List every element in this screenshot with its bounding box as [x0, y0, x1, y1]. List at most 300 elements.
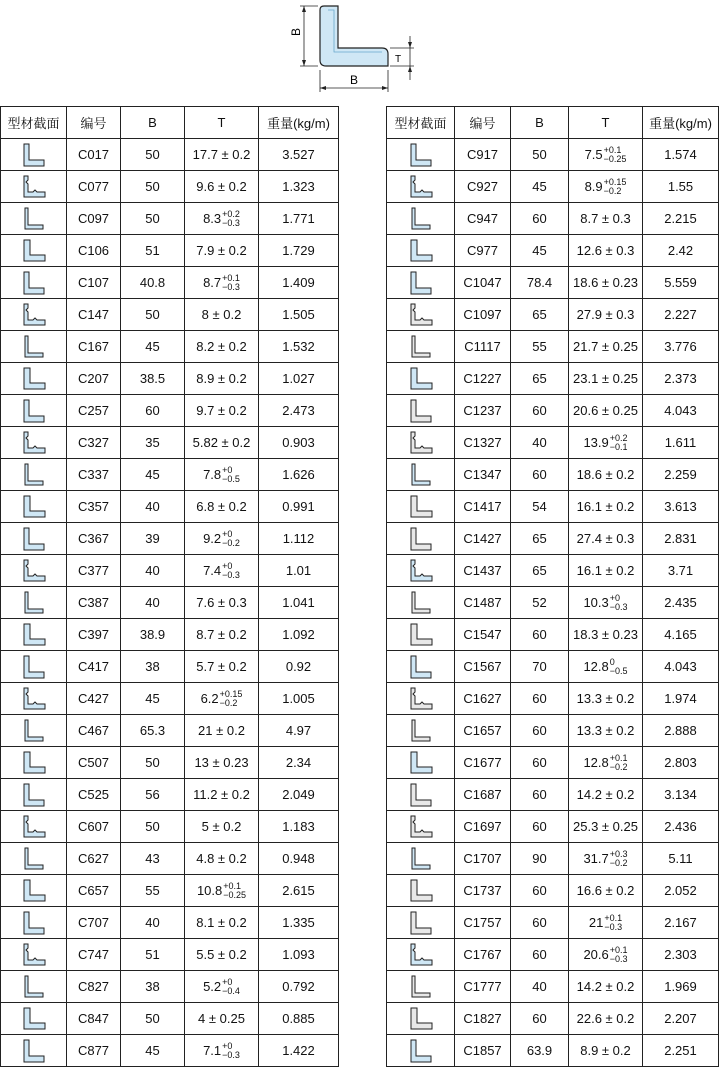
b-cell: 65 [511, 363, 569, 395]
profile-cell [387, 331, 455, 363]
profile-section-icon [19, 590, 49, 616]
weight-cell: 2.207 [643, 1003, 719, 1035]
profile-cell [387, 619, 455, 651]
tolerance [583, 850, 627, 868]
table-row [387, 459, 719, 491]
profile-section-icon [406, 270, 436, 296]
b-cell: 60 [511, 395, 569, 427]
profile-section-icon [406, 1006, 436, 1032]
weight-cell: 3.776 [643, 331, 719, 363]
t-upper: +0 [222, 1040, 233, 1051]
profile-section-icon [19, 462, 49, 488]
spec-table-right [386, 106, 719, 1067]
t-cell: 16.6 ± 0.2 [569, 875, 643, 907]
profile-cell [387, 587, 455, 619]
t-cell [569, 747, 643, 779]
t-cell: 27.9 ± 0.3 [569, 299, 643, 331]
profile-section-icon [19, 174, 49, 200]
b-cell: 60 [511, 779, 569, 811]
t-upper: +0.3 [609, 848, 628, 859]
b-cell: 50 [121, 747, 185, 779]
profile-section-icon [19, 942, 49, 968]
profile-section-icon [406, 174, 436, 200]
t-lower: −0.3 [609, 601, 628, 612]
weight-cell: 5.559 [643, 267, 719, 299]
weight-cell: 2.34 [259, 747, 339, 779]
code-cell: C657 [67, 875, 121, 907]
t-cell: 8.2 ± 0.2 [185, 331, 259, 363]
profile-cell [387, 555, 455, 587]
profile-cell [1, 299, 67, 331]
weight-cell: 0.792 [259, 971, 339, 1003]
code-cell: C467 [67, 715, 121, 747]
table-row [387, 747, 719, 779]
profile-cell [387, 1003, 455, 1035]
table-row [387, 1003, 719, 1035]
code-cell: C1097 [455, 299, 511, 331]
b-cell: 39 [121, 523, 185, 555]
profile-cell [1, 907, 67, 939]
tolerance [201, 690, 243, 708]
t-upper: +0.1 [609, 752, 628, 763]
code-cell: C167 [67, 331, 121, 363]
weight-cell: 1.323 [259, 171, 339, 203]
weight-cell: 1.409 [259, 267, 339, 299]
t-upper: +0.1 [603, 144, 622, 155]
profile-cell [1, 139, 67, 171]
b-cell: 40 [121, 587, 185, 619]
code-cell: C1687 [455, 779, 511, 811]
b-cell: 55 [121, 875, 185, 907]
t-base: 21 [588, 915, 604, 930]
tolerance [203, 210, 240, 228]
t-cell [569, 843, 643, 875]
t-cell: 21 ± 0.2 [185, 715, 259, 747]
table-row [1, 427, 339, 459]
profile-cell [387, 427, 455, 459]
weight-cell: 1.626 [259, 459, 339, 491]
weight-cell: 0.991 [259, 491, 339, 523]
tolerance [197, 882, 246, 900]
code-cell: C1327 [455, 427, 511, 459]
t-cell: 22.6 ± 0.2 [569, 1003, 643, 1035]
profile-section-icon [19, 558, 49, 584]
t-lower: −0.2 [219, 697, 238, 708]
weight-cell: 1.55 [643, 171, 719, 203]
profile-cell [1, 779, 67, 811]
table-row [1, 555, 339, 587]
profile-cell [387, 939, 455, 971]
code-cell: C627 [67, 843, 121, 875]
profile-section-icon [406, 750, 436, 776]
t-cell: 6.8 ± 0.2 [185, 491, 259, 523]
code-cell: C1707 [455, 843, 511, 875]
b-cell: 60 [511, 907, 569, 939]
table-row [1, 747, 339, 779]
t-lower: −0.2 [222, 537, 240, 548]
weight-cell: 2.831 [643, 523, 719, 555]
profile-section-icon [406, 558, 436, 584]
code-cell: C525 [67, 779, 121, 811]
t-cell: 5.5 ± 0.2 [185, 939, 259, 971]
t-lower: −0.3 [222, 569, 240, 580]
weight-cell: 2.251 [643, 1035, 719, 1067]
t-cell: 25.3 ± 0.25 [569, 811, 643, 843]
profile-cell [1, 587, 67, 619]
tolerance [585, 178, 627, 196]
profile-section-icon [19, 430, 49, 456]
b-cell: 70 [511, 651, 569, 683]
profile-section-icon [19, 366, 49, 392]
weight-cell: 2.803 [643, 747, 719, 779]
profile-section-icon [19, 206, 49, 232]
profile-section-icon [19, 334, 49, 360]
t-cell: 18.3 ± 0.23 [569, 619, 643, 651]
weight-cell: 1.574 [643, 139, 719, 171]
table-row [1, 843, 339, 875]
table-row [387, 203, 719, 235]
t-base: 7.1 [203, 1043, 222, 1058]
b-cell: 43 [121, 843, 185, 875]
table-row [387, 523, 719, 555]
t-cell: 12.6 ± 0.3 [569, 235, 643, 267]
code-cell: C1437 [455, 555, 511, 587]
b-cell: 51 [121, 939, 185, 971]
t-base: 5.2 [203, 979, 222, 994]
b-cell: 50 [121, 171, 185, 203]
b-cell: 90 [511, 843, 569, 875]
profile-section-icon [19, 654, 49, 680]
header-profile: 型材截面 [387, 107, 455, 139]
tolerance [583, 658, 627, 676]
profile-cell [1, 715, 67, 747]
profile-cell [1, 939, 67, 971]
code-cell: C1227 [455, 363, 511, 395]
profile-section-icon [406, 878, 436, 904]
tolerance [589, 914, 622, 932]
code-cell: C1777 [455, 971, 511, 1003]
t-base: 7.8 [203, 467, 222, 482]
tolerance [203, 466, 240, 484]
profile-section-icon [406, 206, 436, 232]
profile-cell [387, 491, 455, 523]
weight-cell: 2.435 [643, 587, 719, 619]
table-row [387, 555, 719, 587]
tolerance [583, 434, 627, 452]
code-cell: C387 [67, 587, 121, 619]
t-cell [185, 459, 259, 491]
profile-section-icon [19, 1006, 49, 1032]
weight-cell: 1.335 [259, 907, 339, 939]
code-cell: C377 [67, 555, 121, 587]
t-upper: +0 [222, 528, 233, 539]
profile-cell [1, 523, 67, 555]
code-cell: C097 [67, 203, 121, 235]
code-cell: C077 [67, 171, 121, 203]
code-cell: C107 [67, 267, 121, 299]
weight-cell: 0.948 [259, 843, 339, 875]
t-cell: 8.7 ± 0.2 [185, 619, 259, 651]
profile-section-icon [19, 238, 49, 264]
code-cell: C417 [67, 651, 121, 683]
profile-cell [387, 907, 455, 939]
profile-cell [387, 299, 455, 331]
profile-cell [1, 491, 67, 523]
profile-cell [1, 203, 67, 235]
t-cell [569, 139, 643, 171]
code-cell: C1627 [455, 683, 511, 715]
weight-cell: 1.005 [259, 683, 339, 715]
tolerance [583, 754, 627, 772]
profile-cell [1, 331, 67, 363]
table-row [387, 651, 719, 683]
table-row [387, 875, 719, 907]
b-cell: 60 [511, 683, 569, 715]
profile-section-icon [406, 430, 436, 456]
b-cell: 50 [121, 299, 185, 331]
header-weight: 重量(kg/m) [259, 107, 339, 139]
code-cell: C1857 [455, 1035, 511, 1067]
t-cell [185, 971, 259, 1003]
table-row [1, 779, 339, 811]
code-cell: C847 [67, 1003, 121, 1035]
code-cell: C827 [67, 971, 121, 1003]
profile-cell [1, 459, 67, 491]
profile-cell [1, 971, 67, 1003]
profile-section-icon [19, 782, 49, 808]
profile-cell [387, 843, 455, 875]
table-row [1, 331, 339, 363]
b-cell: 35 [121, 427, 185, 459]
dim-t: T [395, 54, 402, 65]
profile-cell [1, 811, 67, 843]
table-row [1, 811, 339, 843]
table-row [387, 299, 719, 331]
weight-cell: 3.613 [643, 491, 719, 523]
table-header-row [387, 107, 719, 139]
b-cell: 38.5 [121, 363, 185, 395]
t-upper: +0.2 [609, 432, 628, 443]
b-cell: 45 [511, 171, 569, 203]
profile-cell [387, 171, 455, 203]
weight-cell: 2.473 [259, 395, 339, 427]
t-cell: 8.9 ± 0.2 [569, 1035, 643, 1067]
profile-cell [387, 651, 455, 683]
t-upper: +0.1 [222, 272, 240, 283]
weight-cell: 1.01 [259, 555, 339, 587]
profile-cell [1, 1003, 67, 1035]
profile-cell [387, 267, 455, 299]
t-lower: −0.1 [609, 441, 628, 452]
t-cell [185, 555, 259, 587]
b-cell: 40.8 [121, 267, 185, 299]
profile-section-icon [406, 366, 436, 392]
table-row [1, 235, 339, 267]
t-cell: 14.2 ± 0.2 [569, 779, 643, 811]
angle-profile-diagram [282, 0, 422, 102]
table-row [1, 907, 339, 939]
table-row [387, 331, 719, 363]
t-cell: 5 ± 0.2 [185, 811, 259, 843]
profile-cell [1, 619, 67, 651]
b-cell: 60 [511, 1003, 569, 1035]
table-row [387, 587, 719, 619]
l-profile-shape [320, 6, 388, 66]
weight-cell: 1.532 [259, 331, 339, 363]
b-cell: 38.9 [121, 619, 185, 651]
code-cell: C397 [67, 619, 121, 651]
profile-section-icon [19, 302, 49, 328]
t-cell: 13.3 ± 0.2 [569, 715, 643, 747]
header-profile: 型材截面 [1, 107, 67, 139]
weight-cell: 2.42 [643, 235, 719, 267]
t-base: 31.7 [583, 851, 609, 866]
t-upper: +0.1 [604, 912, 623, 923]
t-base: 20.6 [583, 947, 609, 962]
profile-section-icon [19, 878, 49, 904]
profile-cell [387, 235, 455, 267]
weight-cell: 2.303 [643, 939, 719, 971]
profile-cell [387, 747, 455, 779]
t-cell: 21.7 ± 0.25 [569, 331, 643, 363]
weight-cell: 0.903 [259, 427, 339, 459]
code-cell: C747 [67, 939, 121, 971]
profile-section-icon [406, 654, 436, 680]
table-row [1, 171, 339, 203]
profile-cell [1, 171, 67, 203]
table-row [387, 939, 719, 971]
profile-cell [387, 139, 455, 171]
header-code: 编号 [455, 107, 511, 139]
t-upper: +0 [609, 592, 621, 603]
b-cell: 63.9 [511, 1035, 569, 1067]
profile-section-icon [406, 782, 436, 808]
weight-cell: 0.92 [259, 651, 339, 683]
weight-cell: 4.165 [643, 619, 719, 651]
b-cell: 40 [511, 971, 569, 1003]
profile-cell [1, 843, 67, 875]
profile-section-icon [19, 270, 49, 296]
tolerance [203, 978, 240, 996]
table-row [387, 843, 719, 875]
code-cell: C017 [67, 139, 121, 171]
code-cell: C1827 [455, 1003, 511, 1035]
b-cell: 50 [511, 139, 569, 171]
weight-cell: 1.505 [259, 299, 339, 331]
t-cell [569, 427, 643, 459]
weight-cell: 1.969 [643, 971, 719, 1003]
t-base: 7.5 [584, 147, 603, 162]
t-lower: −0.2 [609, 761, 628, 772]
b-cell: 45 [121, 331, 185, 363]
weight-cell: 2.215 [643, 203, 719, 235]
header-weight: 重量(kg/m) [643, 107, 719, 139]
profile-cell [387, 875, 455, 907]
weight-cell: 2.615 [259, 875, 339, 907]
weight-cell: 1.041 [259, 587, 339, 619]
weight-cell: 4.043 [643, 395, 719, 427]
profile-cell [387, 971, 455, 1003]
table-row [1, 491, 339, 523]
table-row [1, 715, 339, 747]
table-row [1, 139, 339, 171]
table-row [387, 779, 719, 811]
b-cell: 52 [511, 587, 569, 619]
t-lower: −0.2 [609, 857, 628, 868]
table-row [387, 715, 719, 747]
weight-cell: 4.97 [259, 715, 339, 747]
code-cell: C367 [67, 523, 121, 555]
weight-cell: 2.436 [643, 811, 719, 843]
code-cell: C947 [455, 203, 511, 235]
profile-cell [387, 779, 455, 811]
code-cell: C1237 [455, 395, 511, 427]
b-cell: 51 [121, 235, 185, 267]
profile-section-icon [406, 590, 436, 616]
profile-cell [387, 459, 455, 491]
profile-cell [1, 683, 67, 715]
weight-cell: 1.112 [259, 523, 339, 555]
table-row [1, 299, 339, 331]
weight-cell: 5.11 [643, 843, 719, 875]
t-cell: 4.8 ± 0.2 [185, 843, 259, 875]
table-row [1, 267, 339, 299]
weight-cell: 2.227 [643, 299, 719, 331]
b-cell: 54 [511, 491, 569, 523]
code-cell: C607 [67, 811, 121, 843]
t-lower: −0.25 [223, 889, 247, 900]
t-base: 8.9 [584, 179, 603, 194]
table-row [1, 971, 339, 1003]
code-cell: C1487 [455, 587, 511, 619]
t-upper: +0.2 [222, 208, 240, 219]
b-cell: 60 [511, 747, 569, 779]
code-cell: C147 [67, 299, 121, 331]
profile-section-icon [19, 718, 49, 744]
profile-section-icon [406, 334, 436, 360]
t-upper: +0.1 [223, 880, 242, 891]
code-cell: C1757 [455, 907, 511, 939]
code-cell: C337 [67, 459, 121, 491]
b-cell: 45 [121, 459, 185, 491]
profile-section-icon [19, 142, 49, 168]
b-cell: 45 [121, 683, 185, 715]
b-cell: 60 [511, 203, 569, 235]
profile-cell [1, 555, 67, 587]
profile-cell [1, 395, 67, 427]
b-cell: 56 [121, 779, 185, 811]
table-row [387, 427, 719, 459]
table-row [1, 523, 339, 555]
b-cell: 50 [121, 203, 185, 235]
b-cell: 38 [121, 651, 185, 683]
b-cell: 60 [511, 715, 569, 747]
profile-section-icon [406, 526, 436, 552]
t-upper: +0 [222, 976, 233, 987]
table-row [387, 811, 719, 843]
tolerance [203, 274, 240, 292]
table-row [1, 651, 339, 683]
t-upper: +0.15 [603, 176, 627, 187]
b-cell: 50 [121, 139, 185, 171]
code-cell: C927 [455, 171, 511, 203]
weight-cell: 1.729 [259, 235, 339, 267]
tolerance [583, 946, 627, 964]
profile-section-icon [406, 718, 436, 744]
weight-cell: 2.888 [643, 715, 719, 747]
weight-cell: 2.049 [259, 779, 339, 811]
b-cell: 60 [511, 939, 569, 971]
